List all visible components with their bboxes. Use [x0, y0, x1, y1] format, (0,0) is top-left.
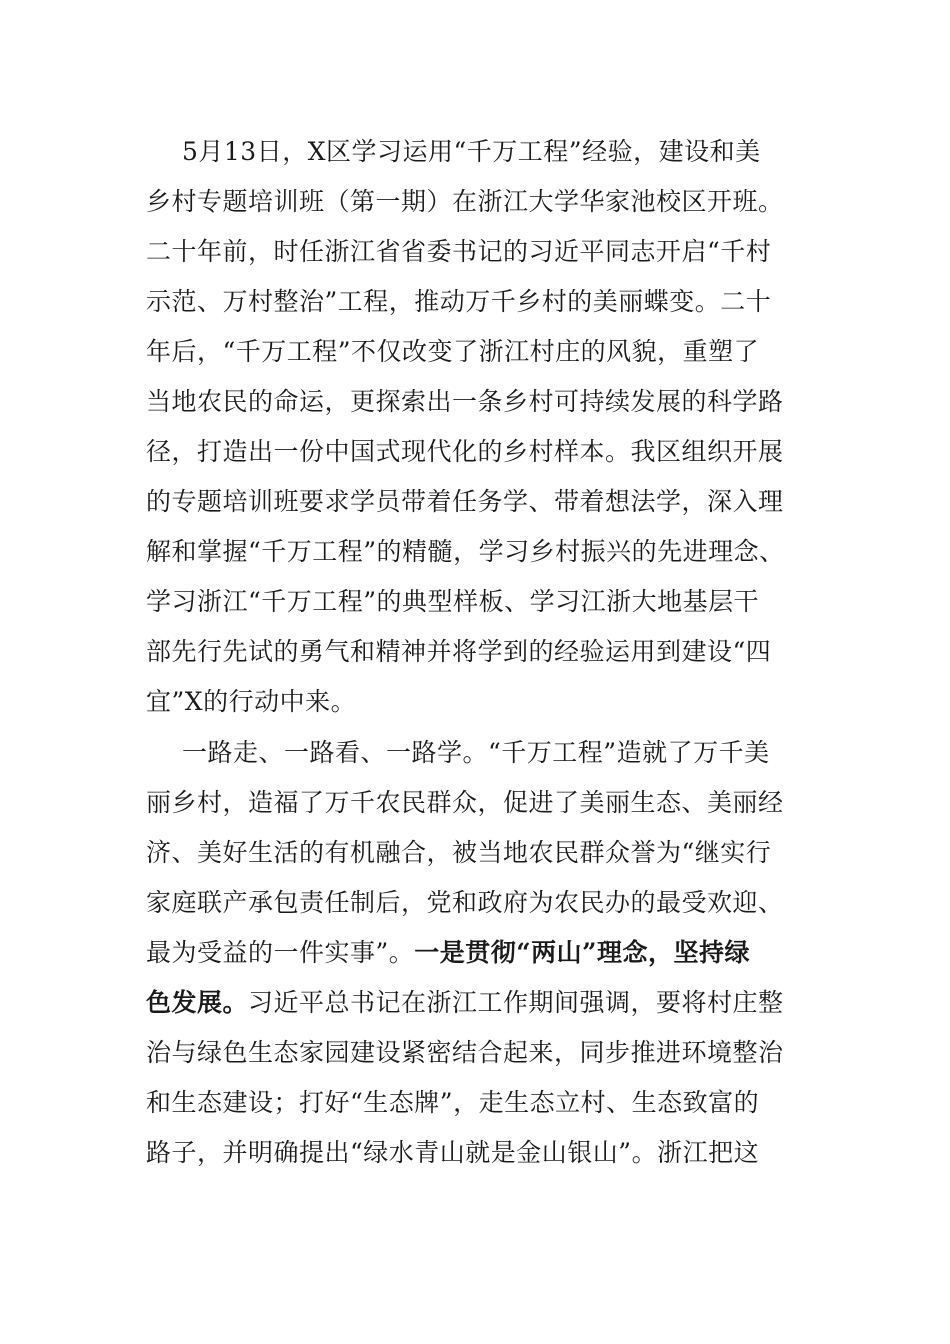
- text-line: 和生态建设；打好“生态牌”，走生态立村、生态致富的: [146, 1088, 760, 1117]
- text-line: 一路走、一路看、一路学。“千万工程”造就了万千美: [182, 738, 770, 767]
- text-bold-heading: 一是贯彻“两山”理念，坚持绿: [414, 938, 751, 967]
- text-line: 解和掌握“千万工程”的精髓，学习乡村振兴的先进理念、: [146, 537, 785, 566]
- text-line: 宜”X的行动中来。: [146, 687, 357, 716]
- paragraph-thousand-project: [146, 728, 802, 1178]
- text-line: 5月13日，X区学习运用“千万工程”经验，建设和美: [182, 137, 761, 166]
- text-line: 部先行先试的勇气和精神并将学到的经验运用到建设“四: [146, 637, 772, 666]
- text-line: 二十年前，时任浙江省省委书记的习近平同志开启“千村: [146, 237, 772, 266]
- text-bold-heading: 色发展。: [146, 988, 249, 1017]
- text-line: 丽乡村，造福了万千农民群众，促进了美丽生态、美丽经: [146, 788, 784, 817]
- text-normal: 最为受益的一件实事”。: [146, 938, 415, 967]
- text-line: 的专题培训班要求学员带着任务学、带着想法学，深入理: [146, 487, 784, 516]
- text-line: 济、美好生活的有机融合，被当地农民群众誉为“继实行: [146, 838, 772, 867]
- text-line: 治与绿色生态家园建设紧密结合起来，同步推进环境整治: [146, 1038, 784, 1067]
- text-line: 家庭联产承包责任制后，党和政府为农民办的最受欢迎、: [146, 888, 784, 917]
- text-line-mixed: [146, 928, 802, 978]
- text-normal: 习近平总书记在浙江工作期间强调，要将村庄整: [248, 988, 784, 1017]
- text-line: 路子，并明确提出“绿水青山就是金山银山”。浙江把这: [146, 1138, 760, 1167]
- paragraph-training-class: [146, 127, 802, 727]
- text-line: 乡村专题培训班（第一期）在浙江大学华家池校区开班。: [146, 187, 784, 216]
- text-line: 径，打造出一份中国式现代化的乡村样本。我区组织开展: [146, 437, 784, 466]
- text-line: 学习浙江“千万工程”的典型样板、学习江浙大地基层干: [146, 587, 760, 616]
- text-line-mixed: [146, 978, 802, 1028]
- text-line: 当地农民的命运，更探索出一条乡村可持续发展的科学路: [146, 387, 784, 416]
- text-line: 年后，“千万工程”不仅改变了浙江村庄的风貌，重塑了: [146, 337, 760, 366]
- text-line: 示范、万村整治”工程，推动万千乡村的美丽蝶变。二十: [146, 287, 772, 316]
